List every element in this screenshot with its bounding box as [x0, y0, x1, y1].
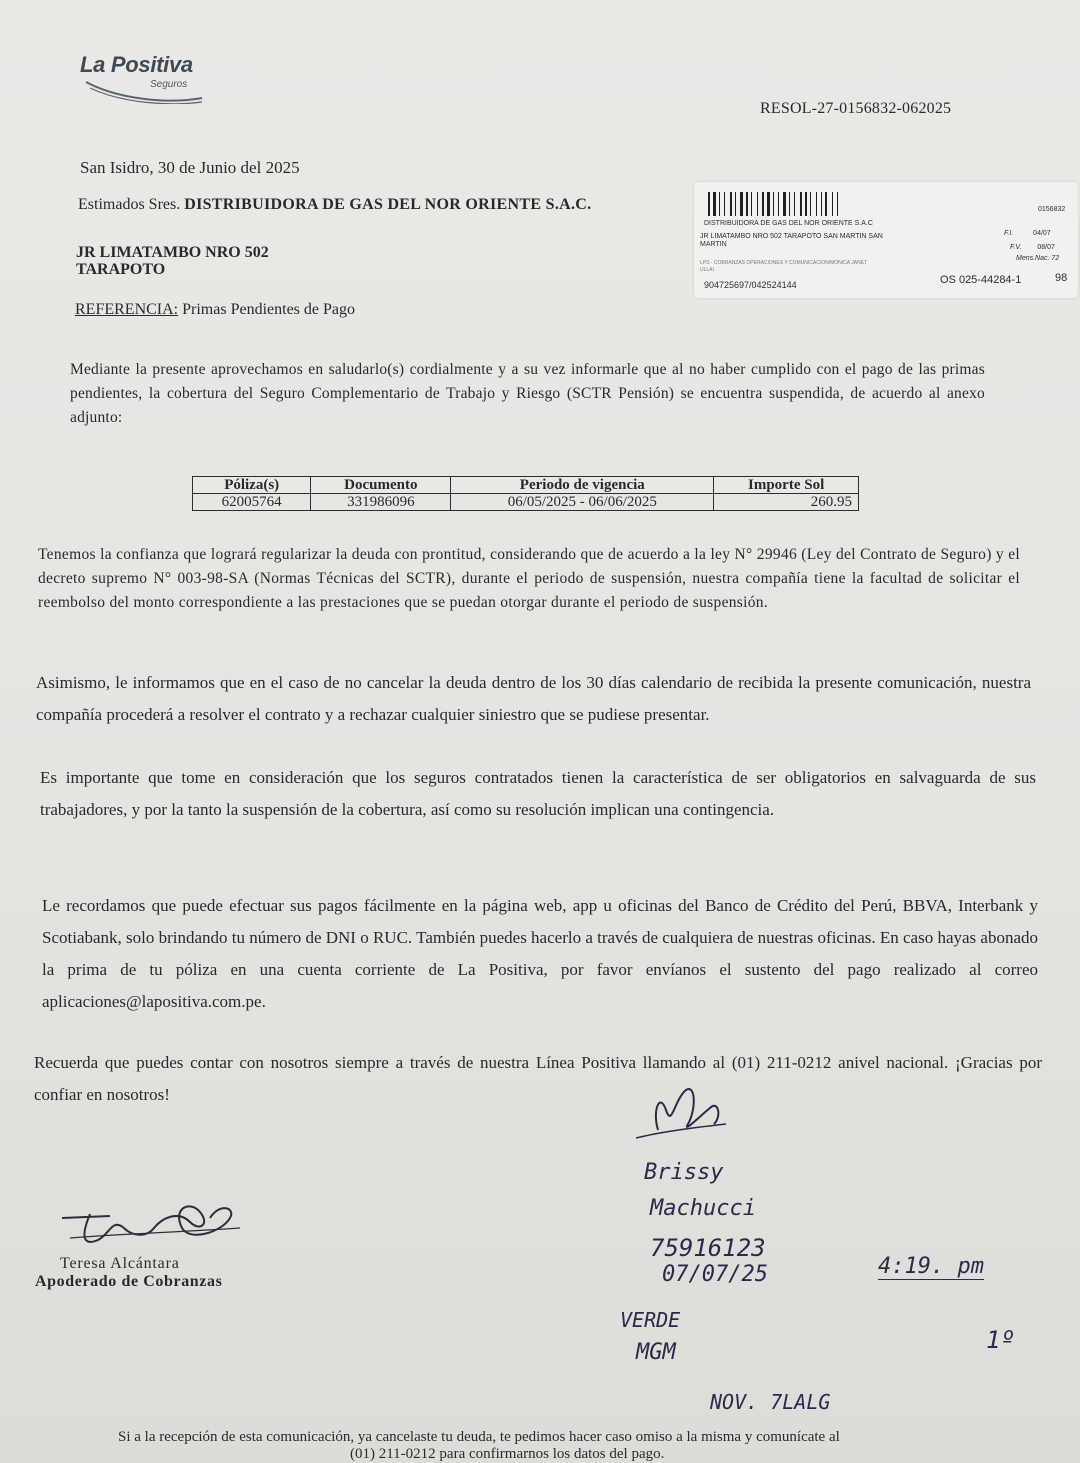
- company-logo: [80, 52, 220, 112]
- handwritten-floor: 1º: [986, 1326, 1015, 1354]
- reference-line: [75, 301, 355, 319]
- table-row: [193, 494, 859, 511]
- cell-policy: 62005764: [193, 494, 311, 511]
- printed-signature-icon: [50, 1188, 250, 1258]
- label-dept: LPS - COBRANZAS OPERACIONES Y COMUNICACION/MONICA JANET: [700, 260, 868, 266]
- handwritten-date: 07/07/25: [662, 1262, 768, 1287]
- logo-text: La Positiva: [80, 52, 193, 77]
- label-os-suffix: 98: [1055, 272, 1068, 284]
- logo-subtitle: Seguros: [150, 79, 188, 90]
- handwritten-note: NOV. 7LALG: [710, 1390, 831, 1414]
- column-header-document: Documento: [311, 477, 451, 494]
- receipt-signature-icon: [630, 1080, 740, 1160]
- column-header-amount: Importe Sol: [714, 477, 859, 494]
- address-line-2: TARAPOTO: [76, 261, 166, 278]
- reference-text: Primas Pendientes de Pago: [182, 301, 355, 318]
- label-fv-label: F.V.: [1010, 244, 1022, 251]
- footer-note-2: (01) 211-0212 para confirmarnos los datos del pago.: [350, 1446, 665, 1462]
- address-line-1: JR LIMATAMBO NRO 502: [76, 244, 269, 261]
- handwritten-surname: Machucci: [650, 1196, 756, 1221]
- logo-swoosh-icon: [80, 74, 210, 104]
- label-fi-value: 04/07: [1033, 230, 1051, 237]
- cell-document: 331986096: [311, 494, 451, 511]
- addressee-company: DISTRIBUIDORA DE GAS DEL NOR ORIENTE S.A.C.: [184, 196, 592, 213]
- asimismo-paragraph: Asimismo, le informamos que en el caso de no cancelar la deuda dentro de los 30 días calendario de recibida la presente comunicación, nuestra compañía procederá a resolver el contrato y a rechazar cualquier siniestro que se pudiese presentar.: [36, 673, 1031, 724]
- label-fi: [1004, 230, 1051, 238]
- cell-amount: 260.95: [714, 494, 859, 511]
- label-address-b: MARTIN: [700, 241, 727, 248]
- label-fi-label: F.I.: [1004, 230, 1014, 237]
- resolution-code: RESOL-27-0156832-062025: [760, 100, 952, 117]
- greeting-prefix: Estimados Sres.: [78, 196, 181, 213]
- letter-date: San Isidro, 30 de Junio del 2025: [80, 158, 300, 177]
- courier-label: [694, 182, 1078, 298]
- label-mens: Mens.Nac. 72: [1016, 255, 1060, 262]
- cell-period: 06/05/2025 - 06/06/2025: [451, 494, 714, 511]
- intro-paragraph: Mediante la presente aprovechamos en saludarlo(s) cordialmente y a su vez informarle que al no haber cumplido con el pago de las primas pendientes, la cobertura del Seguro Complementario de Trabajo y Riesgo (SCTR Pensión) se encuentra suspendida, de acuerdo al anexo adjunto:: [70, 361, 985, 426]
- handwritten-id-number: 75916123: [650, 1234, 766, 1262]
- signatory-name: Teresa Alcántara: [60, 1255, 180, 1272]
- handwritten-code: MGM: [636, 1340, 676, 1365]
- reminder-paragraph: Le recordamos que puede efectuar sus pagos fácilmente en la página web, app u oficinas del Banco de Crédito del Perú, BBVA, Interbank y Scotiabank, solo brindando tu número de DNI o RUC. También puedes hacerlo a través de cualquiera de nuestras oficinas. En caso hayas abonado la prima de tu póliza en una cuenta corriente de La Positiva, por favor envíanos el sustento del pago realizado al correo aplicaciones@lapositiva.com.pe.: [42, 896, 1039, 1011]
- handwritten-time: 4:19. pm: [878, 1254, 984, 1279]
- policy-table: [192, 476, 859, 511]
- label-fv: [1010, 244, 1055, 252]
- table-header-row: [193, 477, 859, 494]
- barcode-icon: [708, 192, 918, 216]
- column-header-policy: Póliza(s): [193, 477, 311, 494]
- handwritten-name: Brissy: [644, 1160, 724, 1185]
- label-os-number: OS 025-44284-1: [940, 274, 1022, 286]
- linea-positiva-paragraph: Recuerda que puedes contar con nosotros siempre a través de nuestra Línea Positiva llamando al (01) 211-0212 anivel nacional. ¡Gracias por confiar en nosotros!: [34, 1053, 1042, 1104]
- addressee-line: [78, 196, 591, 214]
- label-dept-2: ULLAI: [700, 267, 714, 273]
- label-top-code: 0156832: [1038, 206, 1066, 213]
- reference-label: REFERENCIA:: [75, 301, 179, 318]
- footer-note: Si a la recepción de esta comunicación, ya cancelaste tu deuda, te pedimos hacer caso omiso a la misma y comunícate al: [118, 1429, 840, 1445]
- handwritten-color: VERDE: [620, 1308, 681, 1332]
- column-header-period: Periodo de vigencia: [451, 477, 714, 494]
- confidence-paragraph: Tenemos la confianza que logrará regularizar la deuda con prontitud, considerando que de acuerdo a la ley N° 29946 (Ley del Contrato de Seguro) y el decreto supremo N° 003-98-SA (Normas Técnicas del SCTR), durante el periodo de suspensión, nuestra compañía tiene la facultad de solicitar el reembolso del monto correspondiente a las prestaciones que se puedan otorgar durante el periodo de suspensión.: [38, 546, 1020, 611]
- important-paragraph: Es importante que tome en consideración que los seguros contratados tienen la característica de ser obligatorios en salvaguarda de sus trabajadores, y por la tanto la suspensión de la cobertura, así como su resolución implican una contingencia.: [40, 768, 1036, 819]
- label-fv-value: 08/07: [1037, 244, 1055, 251]
- label-address-a: JR LIMATAMBO NRO 502 TARAPOTO SAN MARTIN SAN: [700, 233, 883, 240]
- label-tracking: 904725697/042524144: [704, 280, 797, 290]
- label-company: DISTRIBUIDORA DE GAS DEL NOR ORIENTE S.A.C: [704, 220, 873, 227]
- signatory-role: Apoderado de Cobranzas: [35, 1273, 223, 1290]
